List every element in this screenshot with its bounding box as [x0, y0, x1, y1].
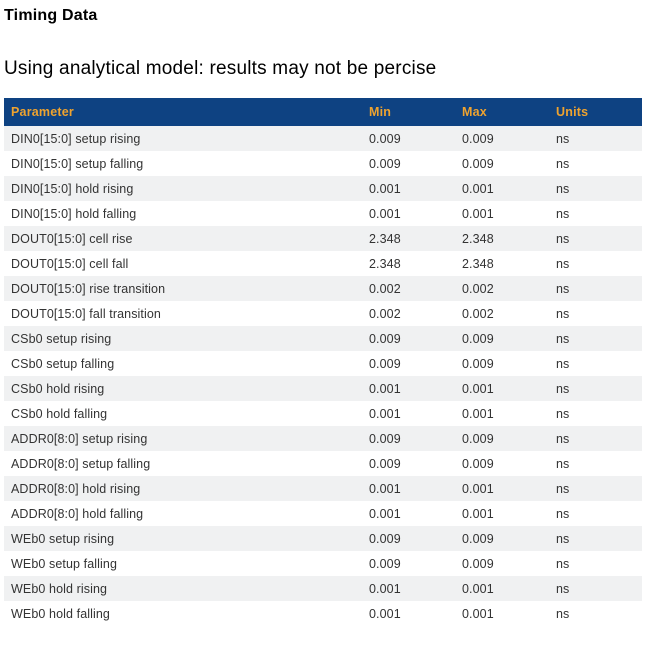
cell-parameter: ADDR0[8:0] setup falling	[11, 456, 151, 471]
cell-max: 0.009	[462, 456, 494, 471]
cell-min: 0.001	[369, 581, 401, 596]
cell-units: ns	[556, 206, 570, 221]
cell-max: 0.001	[462, 606, 494, 621]
cell-units: ns	[556, 606, 570, 621]
cell-parameter: ADDR0[8:0] hold falling	[11, 506, 144, 521]
table-row	[4, 601, 642, 626]
cell-min: 0.009	[369, 431, 401, 446]
cell-units: ns	[556, 381, 570, 396]
cell-units: ns	[556, 131, 570, 146]
cell-min: 0.002	[369, 306, 401, 321]
cell-max: 0.002	[462, 281, 494, 296]
cell-max: 0.002	[462, 306, 494, 321]
col-header-parameter: Parameter	[4, 98, 362, 126]
cell-parameter: DOUT0[15:0] rise transition	[11, 281, 166, 296]
table-row	[4, 526, 642, 551]
cell-parameter: DIN0[15:0] hold rising	[11, 181, 134, 196]
table-row	[4, 351, 642, 376]
cell-max: 0.009	[462, 156, 494, 171]
cell-units: ns	[556, 306, 570, 321]
cell-min: 0.001	[369, 481, 401, 496]
cell-units: ns	[556, 531, 570, 546]
cell-units: ns	[556, 256, 570, 271]
cell-max: 2.348	[462, 256, 494, 271]
cell-units: ns	[556, 406, 570, 421]
cell-min: 2.348	[369, 231, 401, 246]
cell-min: 0.009	[369, 131, 401, 146]
cell-max: 0.001	[462, 506, 494, 521]
cell-max: 0.001	[462, 206, 494, 221]
cell-units: ns	[556, 556, 570, 571]
table-row	[4, 451, 642, 476]
cell-units: ns	[556, 281, 570, 296]
page-subtitle: Using analytical model: results may not be percise	[4, 58, 437, 79]
cell-min: 0.001	[369, 206, 401, 221]
cell-units: ns	[556, 356, 570, 371]
table-header-row	[4, 98, 642, 126]
table-row	[4, 376, 642, 401]
timing-table	[4, 98, 642, 626]
table-body	[4, 126, 642, 626]
cell-max: 0.009	[462, 131, 494, 146]
cell-min: 0.009	[369, 556, 401, 571]
cell-parameter: DOUT0[15:0] cell rise	[11, 231, 133, 246]
cell-parameter: WEb0 setup rising	[11, 531, 115, 546]
cell-units: ns	[556, 456, 570, 471]
page-title: Timing Data	[4, 7, 98, 24]
cell-units: ns	[556, 481, 570, 496]
cell-min: 0.009	[369, 456, 401, 471]
table-row	[4, 576, 642, 601]
table-row	[4, 476, 642, 501]
cell-units: ns	[556, 231, 570, 246]
table-row	[4, 426, 642, 451]
table-row	[4, 126, 642, 151]
table-row	[4, 501, 642, 526]
col-header-max: Max	[455, 98, 549, 126]
cell-min: 0.001	[369, 506, 401, 521]
cell-parameter: CSb0 hold falling	[11, 406, 108, 421]
cell-parameter: DIN0[15:0] setup falling	[11, 156, 144, 171]
cell-parameter: ADDR0[8:0] hold rising	[11, 481, 141, 496]
cell-units: ns	[556, 431, 570, 446]
cell-max: 0.001	[462, 581, 494, 596]
table-row	[4, 401, 642, 426]
table-row	[4, 301, 642, 326]
cell-max: 0.001	[462, 381, 494, 396]
cell-max: 2.348	[462, 231, 494, 246]
cell-parameter: DIN0[15:0] hold falling	[11, 206, 137, 221]
cell-max: 0.009	[462, 556, 494, 571]
cell-units: ns	[556, 581, 570, 596]
cell-min: 0.001	[369, 181, 401, 196]
cell-units: ns	[556, 156, 570, 171]
cell-parameter: CSb0 setup falling	[11, 356, 115, 371]
cell-min: 0.001	[369, 606, 401, 621]
cell-parameter: WEb0 setup falling	[11, 556, 118, 571]
cell-min: 0.001	[369, 381, 401, 396]
cell-max: 0.001	[462, 481, 494, 496]
cell-parameter: DIN0[15:0] setup rising	[11, 131, 141, 146]
cell-units: ns	[556, 506, 570, 521]
cell-parameter: CSb0 setup rising	[11, 331, 112, 346]
col-header-min: Min	[362, 98, 455, 126]
table-row	[4, 201, 642, 226]
cell-min: 0.009	[369, 331, 401, 346]
cell-max: 0.009	[462, 431, 494, 446]
cell-units: ns	[556, 181, 570, 196]
cell-parameter: WEb0 hold rising	[11, 581, 108, 596]
table-row	[4, 151, 642, 176]
cell-max: 0.009	[462, 531, 494, 546]
cell-parameter: CSb0 hold rising	[11, 381, 105, 396]
cell-parameter: ADDR0[8:0] setup rising	[11, 431, 148, 446]
cell-max: 0.009	[462, 331, 494, 346]
cell-parameter: DOUT0[15:0] cell fall	[11, 256, 129, 271]
cell-max: 0.009	[462, 356, 494, 371]
table-row	[4, 176, 642, 201]
table-row	[4, 551, 642, 576]
table-row	[4, 276, 642, 301]
cell-units: ns	[556, 331, 570, 346]
cell-min: 0.009	[369, 156, 401, 171]
col-header-units: Units	[549, 98, 642, 126]
cell-min: 0.002	[369, 281, 401, 296]
cell-min: 0.009	[369, 531, 401, 546]
cell-max: 0.001	[462, 406, 494, 421]
cell-min: 2.348	[369, 256, 401, 271]
cell-parameter: DOUT0[15:0] fall transition	[11, 306, 161, 321]
cell-min: 0.009	[369, 356, 401, 371]
table-row	[4, 326, 642, 351]
table-row	[4, 251, 642, 276]
cell-min: 0.001	[369, 406, 401, 421]
table-row	[4, 226, 642, 251]
cell-parameter: WEb0 hold falling	[11, 606, 110, 621]
cell-max: 0.001	[462, 181, 494, 196]
